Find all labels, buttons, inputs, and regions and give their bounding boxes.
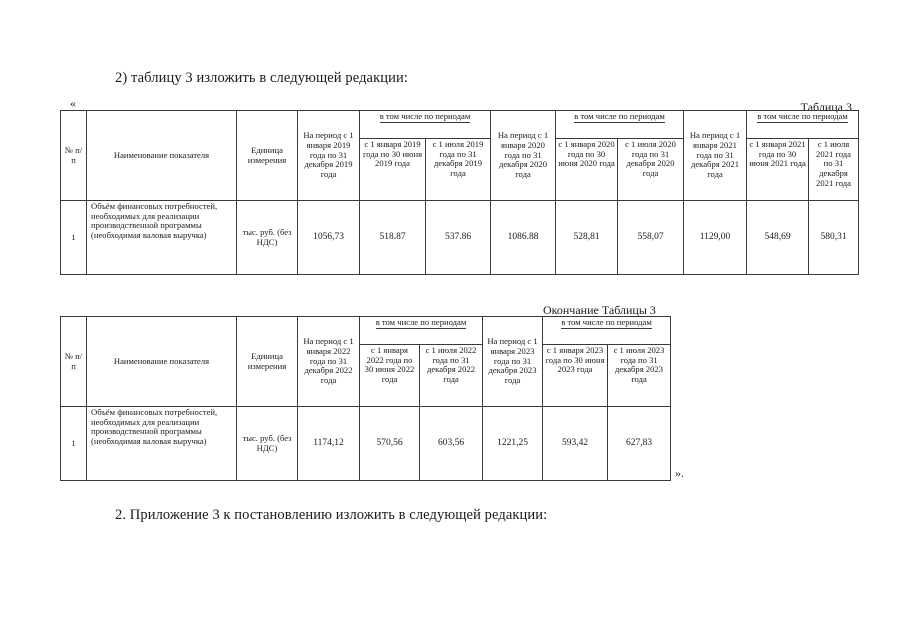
conclusion-paragraph: 2. Приложение 3 к постановлению изложить в следующей редакции:	[115, 507, 548, 523]
value-2022-h2: 603,56	[420, 407, 483, 481]
header-row	[61, 111, 859, 139]
value-2019: 1056,73	[298, 201, 360, 275]
header-row	[61, 317, 671, 345]
table-row	[61, 407, 671, 481]
value-2020: 1086.88	[491, 201, 556, 275]
header-period-2020: На период с 1 января 2020 года по 31 декабря 2020 года	[491, 111, 556, 201]
value-2023-h1: 593,42	[543, 407, 608, 481]
header-period-2023: На период с 1 января 2023 года по 31 декабря 2023 года	[483, 317, 543, 407]
header-group-2020: в том числе по периодам	[556, 111, 684, 139]
row-num: 1	[61, 201, 87, 275]
header-h1-2021: с 1 января 2021 года по 30 июня 2021 года	[747, 139, 809, 201]
row-unit: тыс. руб. (без НДС)	[237, 201, 298, 275]
row-name: Объём финансовых потребностей, необходимых для реализации производственной программы (необходимая валовая выручка)	[87, 201, 237, 275]
header-group-2021: в том числе по периодам	[747, 111, 859, 139]
header-name: Наименование показателя	[87, 111, 237, 201]
header-h2-2019: с 1 июля 2019 года по 31 декабря 2019 года	[426, 139, 491, 201]
header-num: № п/п	[61, 317, 87, 407]
header-h1-2020: с 1 января 2020 года по 30 июня 2020 года	[556, 139, 618, 201]
value-2021-h2: 580,31	[809, 201, 859, 275]
header-h2-2022: с 1 июля 2022 года по 31 декабря 2022 года	[420, 345, 483, 407]
header-period-2021: На период с 1 января 2021 года по 31 декабря 2021 года	[684, 111, 747, 201]
value-2023-h2: 627,83	[608, 407, 671, 481]
header-period-2019: На период с 1 января 2019 года по 31 декабря 2019 года	[298, 111, 360, 201]
header-h1-2023: с 1 января 2023 года по 30 июня 2023 года	[543, 345, 608, 407]
value-2022-h1: 570,56	[360, 407, 420, 481]
header-period-2022: На период с 1 января 2022 года по 31 декабря 2022 года	[298, 317, 360, 407]
value-2021: 1129,00	[684, 201, 747, 275]
table-row	[61, 201, 859, 275]
table-3-caption: Таблица 3	[800, 100, 852, 114]
row-num: 1	[61, 407, 87, 481]
value-2019-h1: 518.87	[360, 201, 426, 275]
row-unit: тыс. руб. (без НДС)	[237, 407, 298, 481]
header-unit: Единица измерения	[237, 317, 298, 407]
row-name: Объём финансовых потребностей, необходимых для реализации производственной программы (необходимая валовая выручка)	[87, 407, 237, 481]
header-name: Наименование показателя	[87, 317, 237, 407]
value-2022: 1174,12	[298, 407, 360, 481]
header-h2-2023: с 1 июля 2023 года по 31 декабря 2023 года	[608, 345, 671, 407]
header-group-2019: в том числе по периодам	[360, 111, 491, 139]
header-h1-2019: с 1 января 2019 года по 30 июня 2019 года	[360, 139, 426, 201]
header-group-2023: в том числе по периодам	[543, 317, 671, 345]
table-3	[60, 110, 859, 275]
value-2020-h1: 528,81	[556, 201, 618, 275]
header-num: № п/п	[61, 111, 87, 201]
header-unit: Единица измерения	[237, 111, 298, 201]
header-group-2022: в том числе по периодам	[360, 317, 483, 345]
closing-quote: ».	[675, 466, 684, 480]
table-3-end	[60, 316, 671, 481]
value-2020-h2: 558,07	[618, 201, 684, 275]
header-h2-2021: с 1 июля 2021 года по 31 декабря 2021 года	[809, 139, 859, 201]
table-3-end-caption: Окончание Таблицы 3	[543, 303, 656, 317]
value-2019-h2: 537.86	[426, 201, 491, 275]
opening-quote: «	[70, 96, 76, 110]
intro-paragraph: 2) таблицу 3 изложить в следующей редакции:	[115, 70, 408, 86]
header-h1-2022: с 1 января 2022 года по 30 июня 2022 года	[360, 345, 420, 407]
value-2021-h1: 548,69	[747, 201, 809, 275]
value-2023: 1221,25	[483, 407, 543, 481]
header-h2-2020: с 1 июля 2020 года по 31 декабря 2020 года	[618, 139, 684, 201]
